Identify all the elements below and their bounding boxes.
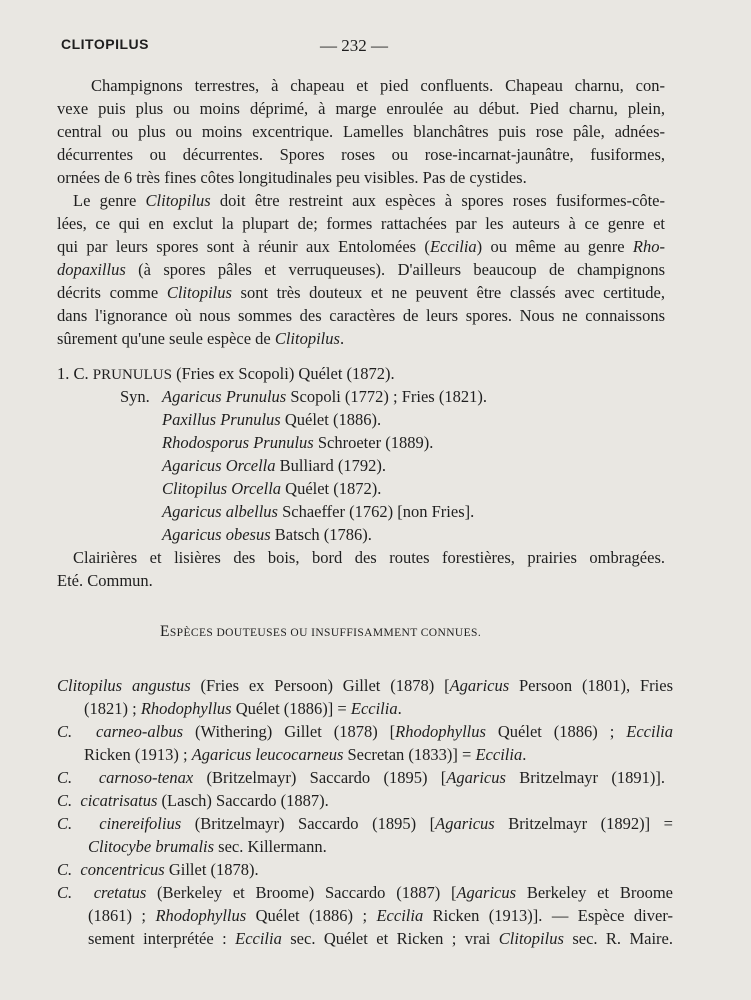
text-line: sûrement qu'une seule espèce de Clitopilus. <box>57 329 345 348</box>
synonym-item: Paxillus Prunulus Quélet (1886). <box>162 410 382 429</box>
text-line: central ou plus ou moins excentrique. Lamelles blanchâtres puis rose pâle, adnées- <box>57 122 665 141</box>
running-head: CLITOPILUS <box>61 36 149 52</box>
text-line: vexe puis plus ou moins déprimé, à marge enroulée au début. Pied charnu, plein, <box>57 99 665 118</box>
text-line: Champignons terrestres, à chapeau et pied confluents. Chapeau charnu, con- <box>91 76 665 95</box>
list-item: C. concentricus Gillet (1878). <box>57 860 259 879</box>
synonym-item: Agaricus albellus Schaeffer (1762) [non Fries]. <box>162 502 475 521</box>
text-line: ornées de 6 très fines côtes longitudinales peu visibles. Pas de cystides. <box>57 168 527 187</box>
synonym-item: Agaricus obesus Batsch (1786). <box>162 525 372 544</box>
synonym-label: Syn. <box>120 387 150 406</box>
list-item-continuation: sement interprétée : Eccilia sec. Quélet et Ricken ; vrai Clitopilus sec. R. Maire. <box>88 929 673 948</box>
synonym-item: Clitopilus Orcella Quélet (1872). <box>162 479 382 498</box>
list-item-continuation: (1861) ; Rhodophyllus Quélet (1886) ; Eccilia Ricken (1913)]. — Espèce diver- <box>88 906 673 925</box>
list-item: C. cinereifolius (Britzelmayr) Saccardo (1895) [Agaricus Britzelmayr (1892)] = <box>57 814 673 833</box>
list-item: C. carneo-albus (Withering) Gillet (1878) [Rhodophyllus Quélet (1886) ; Eccilia <box>57 722 673 741</box>
text-line: décurrentes ou décurrentes. Spores roses ou rose-incarnat-jaunâtre, fusiformes, <box>57 145 665 164</box>
text-line: lées, ce qui en exclut la plupart de; formes rattachées par les auteurs à ce genre et <box>57 214 665 233</box>
text-line: Le genre Clitopilus doit être restreint aux espèces à spores roses fusiformes-côte- <box>73 191 665 210</box>
page-number: — 232 — <box>320 36 388 55</box>
list-item-continuation: Clitocybe brumalis sec. Killermann. <box>88 837 327 856</box>
season-text: Eté. Commun. <box>57 571 153 590</box>
text-line: dopaxillus (à spores pâles et verruqueuses). D'ailleurs beaucoup de champignons <box>57 260 665 279</box>
list-item: C. carnoso-tenax (Britzelmayr) Saccardo (1895) [Agaricus Britzelmayr (1891)]. <box>57 768 665 787</box>
text-line: dans l'ignorance où nous sommes des caractères de leurs spores. Nous ne connaissons <box>57 306 665 325</box>
text-line: décrits comme Clitopilus sont très douteux et ne peuvent être classés avec certitude, <box>57 283 666 302</box>
list-item: Clitopilus angustus (Fries ex Persoon) Gillet (1878) [Agaricus Persoon (1801), Fries <box>57 676 674 695</box>
text-line: qui par leurs spores sont à réunir aux Entolomées (Eccilia) ou même au genre Rho- <box>57 237 665 256</box>
list-item: C. cicatrisatus (Lasch) Saccardo (1887). <box>57 791 329 810</box>
species-title: 1. C. PRUNULUS (Fries ex Scopoli) Quélet (1872). <box>57 364 395 383</box>
synonym-item: Agaricus Prunulus Scopoli (1772) ; Fries (1821). <box>162 387 487 406</box>
list-item-continuation: Ricken (1913) ; Agaricus leucocarneus Secretan (1833)] = Eccilia. <box>84 745 527 764</box>
list-item: C. cretatus (Berkeley et Broome) Saccardo (1887) [Agaricus Berkeley et Broome <box>57 883 674 902</box>
list-item-continuation: (1821) ; Rhodophyllus Quélet (1886)] = Eccilia. <box>84 699 402 718</box>
habitat-text: Clairières et lisières des bois, bord des routes forestières, prairies ombragées. <box>73 548 665 567</box>
section-heading: ESPÈCES DOUTEUSES OU INSUFFISAMMENT CONNUES. <box>160 623 482 640</box>
synonym-item: Rhodosporus Prunulus Schroeter (1889). <box>162 433 434 452</box>
synonym-item: Agaricus Orcella Bulliard (1792). <box>162 456 386 475</box>
